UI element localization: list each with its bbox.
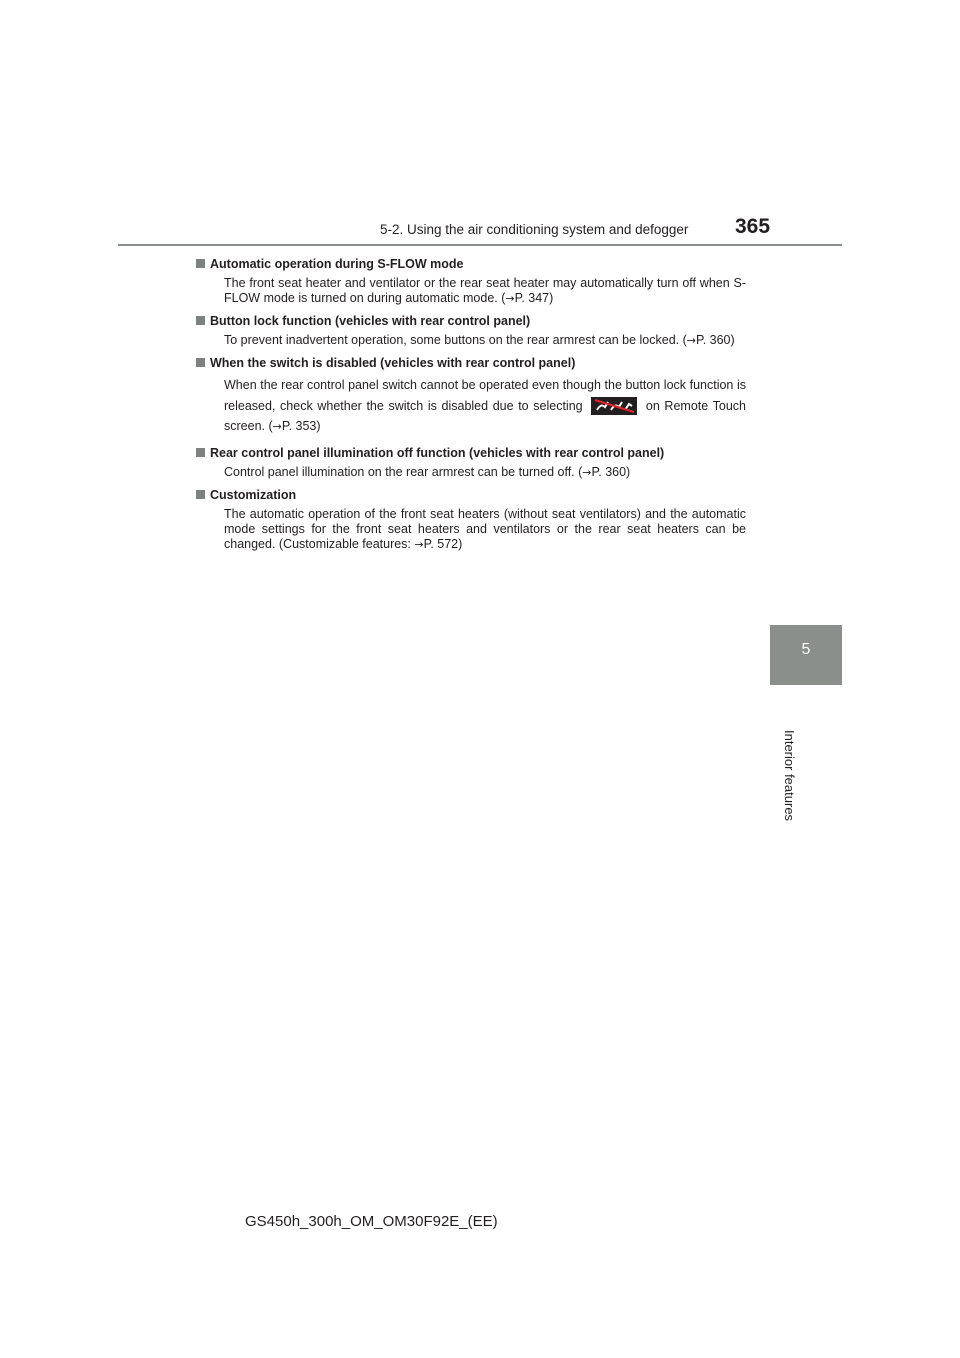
page-reference-link[interactable]: P. 353: [281, 419, 317, 433]
body-text: on Remote Touch screen. (: [224, 398, 746, 433]
section-body: [210, 465, 746, 480]
page-number: 365: [735, 215, 771, 238]
chapter-tab: 5: [770, 625, 842, 685]
section-heading: [210, 444, 746, 462]
body-text: The front seat heater and ventilator or the rear seat heater may automatically turn off when S-FLOW mode is turned on during automatic mode. (: [224, 276, 746, 305]
page-reference-link[interactable]: P. 572: [423, 536, 459, 551]
section-body: [210, 375, 746, 438]
body-text: When the rear control panel switch cannot be operated even though the button lock function is released, check whether the switch is disabled due to selecting: [224, 378, 746, 413]
square-bullet-icon: [196, 490, 205, 499]
section-heading-text: Automatic operation during S-FLOW mode: [210, 257, 464, 271]
chapter-label: Interior features: [782, 730, 797, 822]
body-text: The automatic operation of the front seat heaters (without seat ventilators) and the automatic mode settings for the front seat heaters and ventilators or the rear seat heaters can be changed. (Customizable features:: [224, 506, 746, 551]
arrow-right-icon: →: [414, 537, 424, 551]
arrow-right-icon: →: [505, 292, 515, 305]
arrow-right-icon: →: [582, 465, 592, 479]
section-body: [210, 276, 746, 306]
section-heading: [210, 312, 746, 330]
body-text: ): [316, 419, 321, 433]
section-heading-text: When the switch is disabled (vehicles with rear control panel): [210, 356, 576, 370]
body-text: ): [730, 333, 735, 347]
section-heading-text: Button lock function (vehicles with rear control panel): [210, 314, 531, 328]
square-bullet-icon: [196, 358, 205, 367]
page-reference-link[interactable]: P. 360: [591, 464, 627, 479]
section-switch-disabled: [210, 354, 746, 438]
arrow-right-icon: →: [686, 334, 696, 347]
section-body: [210, 507, 746, 552]
page-reference-link[interactable]: P. 360: [695, 333, 731, 347]
body-text: ): [626, 464, 631, 479]
section-body: [210, 333, 746, 348]
body-text: Control panel illumination on the rear armrest can be turned off. (: [224, 464, 583, 479]
section-heading: [210, 354, 746, 372]
section-button-lock: [210, 312, 746, 348]
section-sflow: [210, 255, 746, 306]
content: [210, 255, 746, 558]
page-reference-link[interactable]: P. 347: [514, 291, 550, 305]
footer-doc-code: GS450h_300h_OM_OM30F92E_(EE): [245, 1213, 498, 1230]
header-section-title: 5-2. Using the air conditioning system and defogger: [380, 222, 689, 237]
square-bullet-icon: [196, 448, 205, 457]
body-text: ): [549, 291, 554, 305]
square-bullet-icon: [196, 316, 205, 325]
section-heading: [210, 486, 746, 504]
rear-seat-disabled-icon: [591, 397, 637, 415]
square-bullet-icon: [196, 259, 205, 268]
body-text: ): [458, 536, 463, 551]
section-illumination-off: [210, 444, 746, 480]
body-text: To prevent inadvertent operation, some buttons on the rear armrest can be locked. (: [224, 333, 687, 347]
section-heading-text: Customization: [210, 487, 297, 502]
header-divider: [118, 244, 842, 246]
arrow-right-icon: →: [272, 420, 282, 433]
section-heading-text: Rear control panel illumination off function (vehicles with rear control panel): [210, 445, 665, 460]
section-customization: [210, 486, 746, 552]
section-heading: [210, 255, 746, 273]
